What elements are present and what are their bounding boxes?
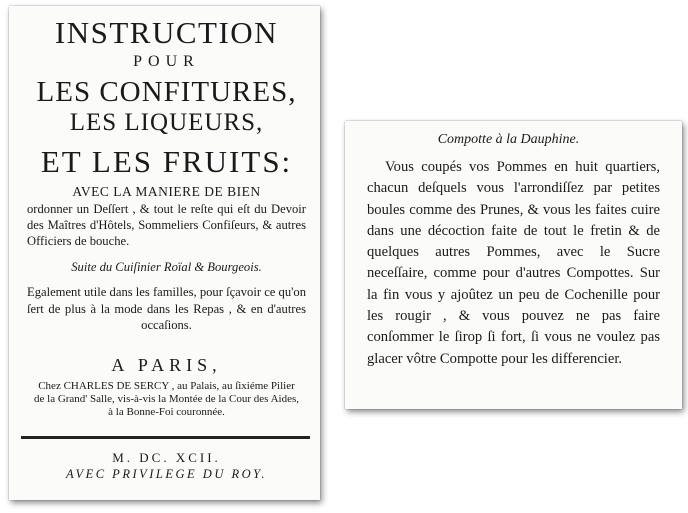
recipe-title: Compotte à la Dauphine. — [437, 132, 580, 147]
title-fruits: ET LES FRUITS: — [40, 144, 293, 179]
title-instruction: INSTRUCTION — [54, 15, 279, 50]
title-description: ordonner un Deſſert , & tout le reſte qui eſt du Devoir des Maîtres d'Hôtels, Sommeliers Confiſeurs, & autres Officiers de bouche. — [27, 202, 306, 248]
useful-text: Egalement utile dans les familles, pour ſçavoir ce qu'on ſert de plus à la mode dans les Repas , & en d'autres occaſions. — [27, 285, 306, 332]
title-pour: POUR — [133, 53, 200, 70]
subtitle-maniere: AVEC LA MANIERE DE BIEN — [72, 184, 261, 199]
title-page-scan — [9, 6, 320, 500]
publisher-imprint: Chez CHARLES DE SERCY , au Palais, au ſixiéme Pilier de la Grand' Salle, vis-à-vis la Montée de la Cour des Aides, à la Bonne-Foi couronnée. — [34, 379, 299, 418]
city-line: A PARIS, — [111, 354, 222, 375]
divider-rule — [21, 436, 310, 439]
recipe-page-scan — [345, 121, 682, 409]
suite-line: Suite du Cuiſinier Roïal & Bourgeois. — [71, 260, 262, 274]
title-confitures: LES CONFITURES, — [36, 76, 297, 108]
recipe-text: Vous coupés vos Pommes en huit quartiers, chacun deſquels vous l'arrondiſſez par petites boules comme des Prunes, & vous les faites cuire dans une décoction faite de tout le fretin & de quelques autres Pommes, avec le Sucre neceſſaire, comme pour d'autres Compottes. Sur la fin vous y ajoûtez un peu de Cochenille pour les rougir , & vous pouvez ne pas faire conſommer le ſirop ſi fort, ſi vous ne voulez pas glacer vôtre Compotte pour les differencier. — [367, 159, 660, 367]
privilege-line: AVEC PRIVILEGE DU ROY. — [65, 466, 268, 481]
publication-year: M. DC. XCII. — [112, 449, 221, 465]
title-liqueurs: LES LIQUEURS, — [69, 109, 264, 136]
